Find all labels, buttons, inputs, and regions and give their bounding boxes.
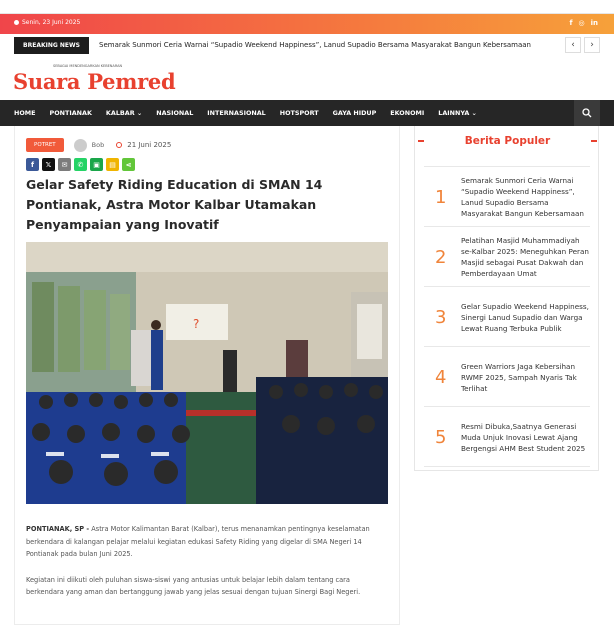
main-navigation [0, 100, 614, 126]
popular-rank: 1 [435, 186, 447, 208]
nav-item-ekonomi[interactable]: EKONOMI [390, 109, 425, 117]
popular-headline[interactable]: Semarak Sunmori Ceria Warnai “Supadio Weekend Happiness”, Lanud Supadio Bersama Masyarakat Bangun Kebersamaan [461, 176, 584, 218]
list-item[interactable] [424, 347, 590, 407]
article-photo [26, 242, 388, 504]
share-copy-icon[interactable]: ▤ [106, 158, 119, 171]
author-name[interactable]: Bob [91, 141, 105, 149]
article-body [26, 523, 384, 612]
article-title: Gelar Safety Riding Education di SMAN 14 Pontianak, Astra Motor Kalbar Utamakan Penyampaian yang Inovatif [26, 177, 323, 232]
breaking-news-bar [14, 37, 600, 54]
list-item[interactable] [424, 167, 590, 227]
popular-rank: 3 [435, 306, 447, 328]
chevron-left-icon[interactable]: ‹ [565, 37, 581, 53]
list-item[interactable] [424, 227, 590, 287]
top-date-text: Senin, 23 Juni 2025 [22, 19, 81, 26]
article-date: 21 Juni 2025 [127, 141, 172, 149]
linkedin-icon[interactable]: in [590, 19, 598, 27]
popular-rank: 5 [435, 426, 447, 448]
search-icon [582, 108, 592, 118]
nav-item-gaya-hidup[interactable]: GAYA HIDUP [332, 109, 377, 117]
instagram-icon[interactable]: ◎ [578, 19, 585, 27]
popular-rank: 4 [435, 366, 447, 388]
clock-icon [14, 20, 19, 25]
popular-news-list [424, 166, 590, 467]
nav-item-nasional[interactable]: NASIONAL [156, 109, 194, 117]
author-avatar [74, 139, 87, 152]
share-buttons [26, 158, 135, 171]
article-paragraph-2: Kegiatan ini diikuti oleh puluhan siswa-siswi yang antusias untuk belajar lebih dalam tentang cara berkendara yang aman dan bertanggung jawab yang jelas sesuai dengan tujuan Sinergi Bagi Negeri. [26, 575, 361, 596]
breaking-news-headline[interactable]: Semarak Sunmori Ceria Warnai “Supadio Weekend Happiness”, Lanud Supadio Bersama Masyarakat Bangun Kebersamaan [99, 41, 531, 49]
popular-rank: 2 [435, 246, 447, 268]
share-whatsapp-icon[interactable]: ✆ [74, 158, 87, 171]
nav-item-pontianak[interactable]: PONTIANAK [49, 109, 92, 117]
category-badge[interactable]: POTRET [26, 138, 64, 152]
chevron-right-icon[interactable]: › [584, 37, 600, 53]
popular-news-title: Berita Populer [415, 126, 600, 156]
share-more-icon[interactable]: ⋖ [122, 158, 135, 171]
popular-headline[interactable]: Pelatihan Masjid Muhammadiyah se-Kalbar 2025: Meneguhkan Peran Masjid sebagai Pusat Dakwah dan Pemberdayaan Umat [461, 236, 589, 278]
nav-item-internasional[interactable]: INTERNASIONAL [207, 109, 266, 117]
share-facebook-icon[interactable]: f [26, 158, 39, 171]
logo-name: Suara Pemred [13, 69, 176, 94]
popular-headline[interactable]: Gelar Supadio Weekend Happiness, Sinergi Lanud Supadio dan Warga Lewat Ruang Terbuka Publik [461, 301, 589, 333]
top-date [14, 19, 80, 26]
article-meta [26, 138, 171, 152]
browser-top-strip [0, 0, 614, 14]
popular-news-widget [414, 126, 599, 471]
list-item[interactable] [424, 407, 590, 467]
breaking-news-nav [565, 37, 600, 53]
breaking-news-label: BREAKING NEWS [14, 37, 89, 54]
article-main [14, 126, 400, 625]
nav-item-kalbar[interactable]: KALBAR ⌄ [105, 109, 143, 117]
svg-text:?: ? [193, 317, 200, 331]
article-dateline: PONTIANAK, SP - [26, 525, 90, 533]
top-bar [0, 14, 614, 34]
share-email-icon[interactable]: ✉ [58, 158, 71, 171]
popular-headline[interactable]: Green Warriors Jaga Kebersihan RWMF 2025, Sampah Nyaris Tak Terlihat [461, 361, 577, 393]
list-item[interactable] [424, 287, 590, 347]
nav-items [14, 100, 491, 126]
clock-icon [116, 142, 122, 148]
popular-headline[interactable]: Resmi Dibuka,Saatnya Generasi Muda Unjuk Inovasi Lewat Ajang Bergengsi AHM Best Student 2025 [461, 421, 586, 453]
share-line-icon[interactable]: ▣ [90, 158, 103, 171]
nav-item-home[interactable]: HOME [14, 109, 36, 117]
social-links [569, 19, 598, 27]
search-button[interactable] [574, 100, 600, 126]
nav-item-lainnya[interactable]: LAINNYA ⌄ [438, 109, 477, 117]
article-paragraph-1 [26, 523, 384, 561]
share-x-icon[interactable]: 𝕏 [42, 158, 55, 171]
logo-tagline: SEBAGAI MENDENGARKAN KEBENARAN [53, 64, 123, 68]
nav-item-hotsport[interactable]: HOTSPORT [279, 109, 319, 117]
article-paragraph-1-text: Astra Motor Kalimantan Barat (Kalbar), terus menanamkan pentingnya keselamatan berkendara di kalangan pelajar melalui kegiatan edukasi Safety Riding yang digelar di SMA Negeri 14 Pontianak pada bulan Juni 2025. [26, 525, 370, 558]
facebook-icon[interactable]: f [569, 19, 573, 27]
